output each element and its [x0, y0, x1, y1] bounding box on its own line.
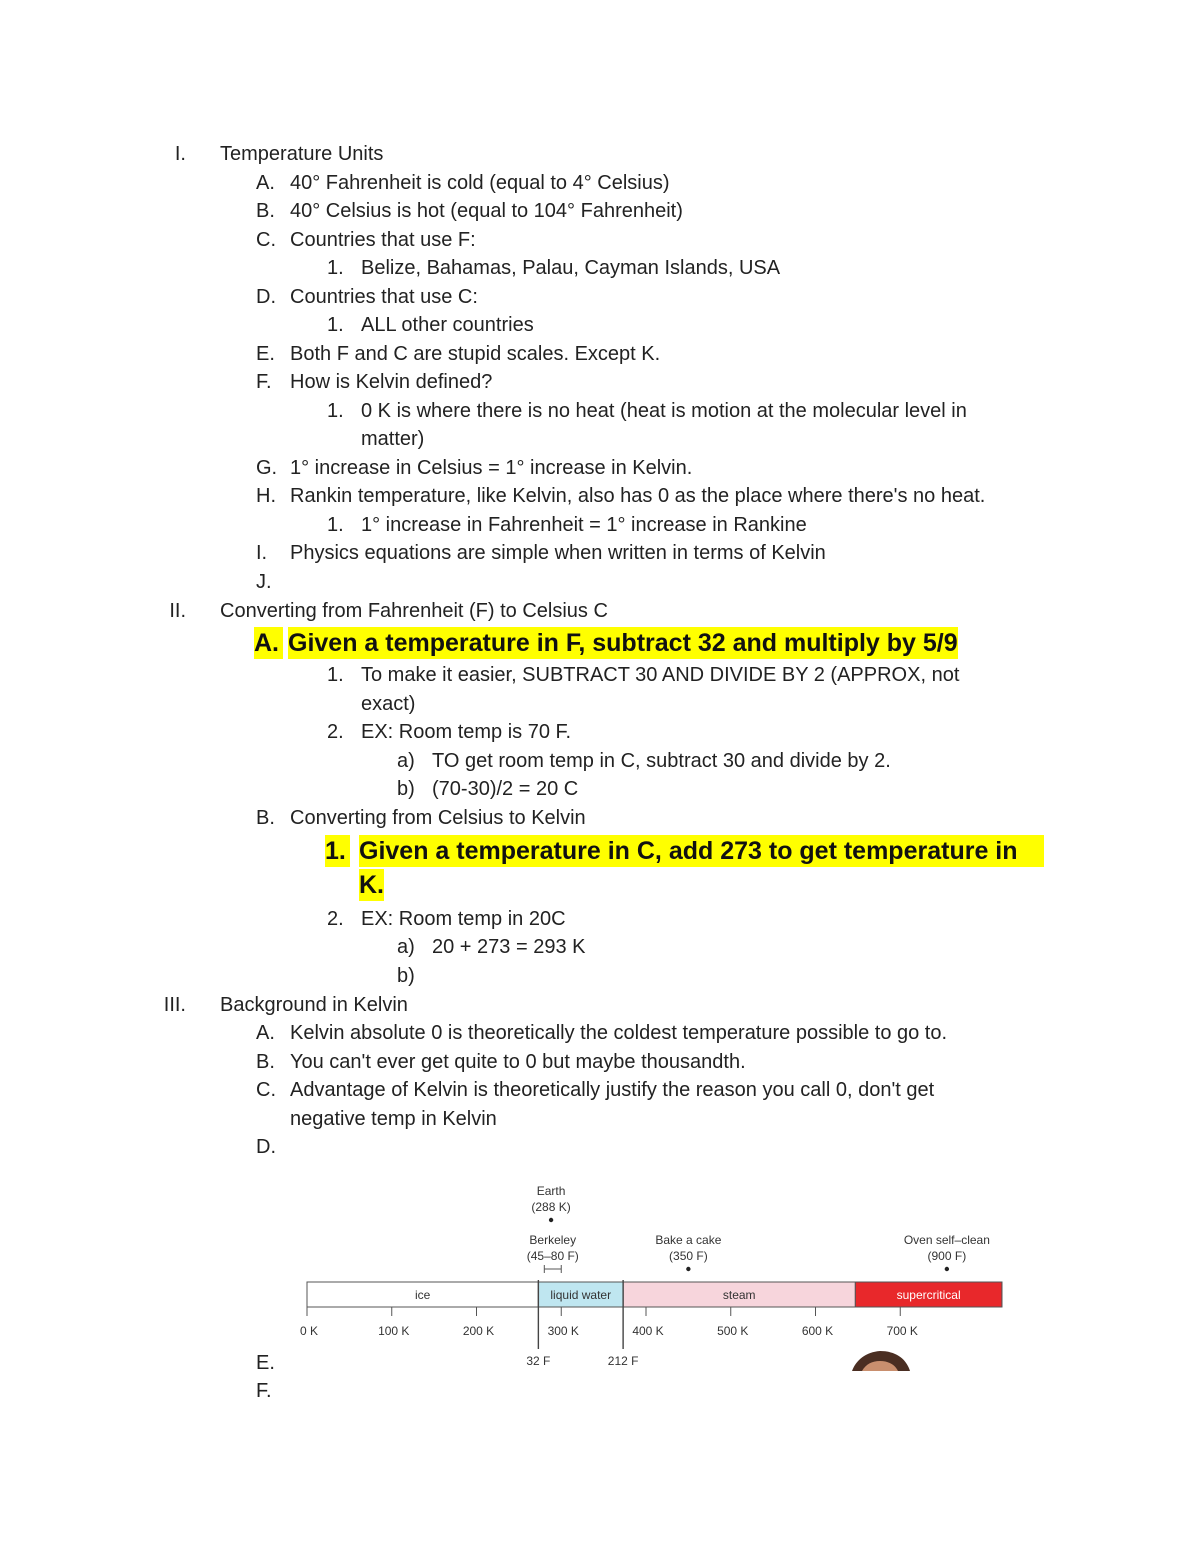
outline-item: Converting from Celsius to Kelvin: [290, 807, 586, 829]
sub-marker: a): [397, 750, 415, 772]
letter-marker: D.: [256, 1136, 276, 1158]
axis-tick-label: 700 K: [886, 1324, 918, 1338]
letter-marker: A.: [256, 1022, 275, 1044]
outline-item: 40° Celsius is hot (equal to 104° Fahrenheit): [290, 200, 683, 222]
outline-item: 40° Fahrenheit is cold (equal to 4° Celsius): [290, 172, 670, 194]
outline-item: To make it easier, SUBTRACT 30 AND DIVIDE BY 2 (APPROX, not: [361, 664, 960, 686]
letter-marker: F.: [256, 371, 272, 393]
phase-label: supercritical: [896, 1288, 961, 1302]
axis-tick-label: 500 K: [717, 1324, 749, 1338]
letter-marker: F.: [256, 1380, 272, 1402]
outline-item: Countries that use C:: [290, 286, 478, 308]
outline-item: Rankin temperature, like Kelvin, also has 0 as the place where there's no heat.: [290, 485, 986, 507]
outline-item: Belize, Bahamas, Palau, Cayman Islands, USA: [361, 257, 781, 279]
point-marker: [686, 1267, 690, 1271]
outline-item: Countries that use F:: [290, 229, 476, 251]
letter-marker: D.: [256, 286, 276, 308]
reference-points: [531, 1184, 989, 1271]
highlighted-rule: Given a temperature in C, add 273 to get temperature in: [359, 835, 1044, 867]
number-marker: 1.: [327, 664, 344, 686]
outline-item: Both F and C are stupid scales. Except K.: [290, 343, 661, 365]
axis-tick-label: 300 K: [547, 1324, 579, 1338]
axis-tick-label: 600 K: [801, 1324, 834, 1338]
number-marker-highlighted: 1.: [325, 835, 350, 867]
letter-marker: B.: [256, 1051, 275, 1073]
range-label: Berkeley: [529, 1233, 577, 1247]
outline-item: Physics equations are simple when written in terms of Kelvin: [290, 542, 826, 564]
highlighted-rule: Given a temperature in F, subtract 32 and multiply by 5/9: [288, 629, 958, 657]
outline-item: How is Kelvin defined?: [290, 371, 493, 393]
number-marker: 1.: [327, 314, 344, 336]
sub-marker: b): [397, 778, 415, 800]
point-marker: [945, 1267, 949, 1271]
point-label: Oven self–clean: [903, 1233, 990, 1247]
outline-item: Advantage of Kelvin is theoretically justify the reason you call 0, don't get: [290, 1079, 935, 1101]
sub-marker: a): [397, 936, 415, 958]
range-value-label: (45–80 F): [526, 1249, 579, 1263]
outline-item: (70-30)/2 = 20 C: [432, 778, 579, 800]
highlighted-rule-continued: K.: [359, 871, 384, 899]
point-label: Bake a cake: [655, 1233, 722, 1247]
point-marker: [549, 1218, 553, 1222]
letter-marker: B.: [256, 200, 275, 222]
section-heading: Converting from Fahrenheit (F) to Celsius C: [220, 600, 608, 622]
outline-item: TO get room temp in C, subtract 30 and divide by 2.: [432, 750, 891, 772]
letter-marker: J.: [256, 571, 272, 593]
outline-item: EX: Room temp in 20C: [361, 908, 566, 930]
letter-marker: I.: [256, 542, 268, 564]
number-marker: 1.: [327, 257, 344, 279]
outline-item: 0 K is where there is no heat (heat is motion at the molecular level in: [361, 400, 967, 422]
roman-marker: II.: [169, 600, 186, 622]
letter-marker: G.: [256, 457, 278, 479]
axis-tick-label: 100 K: [378, 1324, 410, 1338]
fahrenheit-mark-label: 32 F: [526, 1354, 551, 1368]
letter-marker-highlighted: A.: [254, 627, 283, 659]
section-heading: Background in Kelvin: [220, 994, 408, 1016]
axis-tick-label: 400 K: [632, 1324, 664, 1338]
outline-item-continued: exact): [361, 693, 416, 715]
letter-marker: B.: [256, 807, 275, 829]
letter-marker: C.: [256, 229, 276, 251]
axis-tick-label: 0 K: [299, 1324, 319, 1338]
point-value-label: (350 F): [669, 1249, 708, 1263]
kelvin-axis: [300, 1307, 918, 1338]
letter-marker: H.: [256, 485, 276, 507]
number-marker: 2.: [327, 721, 344, 743]
roman-marker: III.: [163, 994, 186, 1016]
outline-item: You can't ever get quite to 0 but maybe thousandth.: [290, 1051, 746, 1073]
outline-item-continued: matter): [361, 428, 425, 450]
point-label: Earth: [536, 1184, 566, 1198]
letter-marker: A.: [256, 172, 275, 194]
outline-item: 1° increase in Fahrenheit = 1° increase in Rankine: [361, 514, 807, 536]
letter-marker: C.: [256, 1079, 276, 1101]
outline-item: 1° increase in Celsius = 1° increase in Kelvin.: [290, 457, 693, 479]
phase-bands: [307, 1282, 1002, 1307]
phase-label: steam: [722, 1288, 756, 1302]
number-marker: 1.: [327, 400, 344, 422]
person-photo-icon: [852, 1351, 910, 1371]
outline-item-continued: negative temp in Kelvin: [290, 1108, 497, 1130]
phase-label: ice: [415, 1288, 431, 1302]
section-heading: Temperature Units: [220, 143, 384, 165]
outline-item: ALL other countries: [361, 314, 534, 336]
fahrenheit-mark-label: 212 F: [607, 1354, 639, 1368]
axis-tick-label: 200 K: [462, 1324, 495, 1338]
outline-item: Kelvin absolute 0 is theoretically the coldest temperature possible to go to.: [290, 1022, 948, 1044]
roman-marker: I.: [174, 143, 186, 165]
number-marker: 1.: [327, 514, 344, 536]
letter-marker: E.: [256, 343, 275, 365]
outline-item: EX: Room temp is 70 F.: [361, 721, 572, 743]
sub-marker: b): [397, 965, 415, 987]
phase-label: liquid water: [550, 1288, 612, 1302]
outline-item: 20 + 273 = 293 K: [432, 936, 586, 958]
letter-marker: E.: [256, 1352, 275, 1374]
number-marker: 2.: [327, 908, 344, 930]
berkeley-range: [527, 1233, 579, 1273]
point-value-label: (288 K): [531, 1200, 571, 1214]
point-value-label: (900 F): [927, 1249, 967, 1263]
